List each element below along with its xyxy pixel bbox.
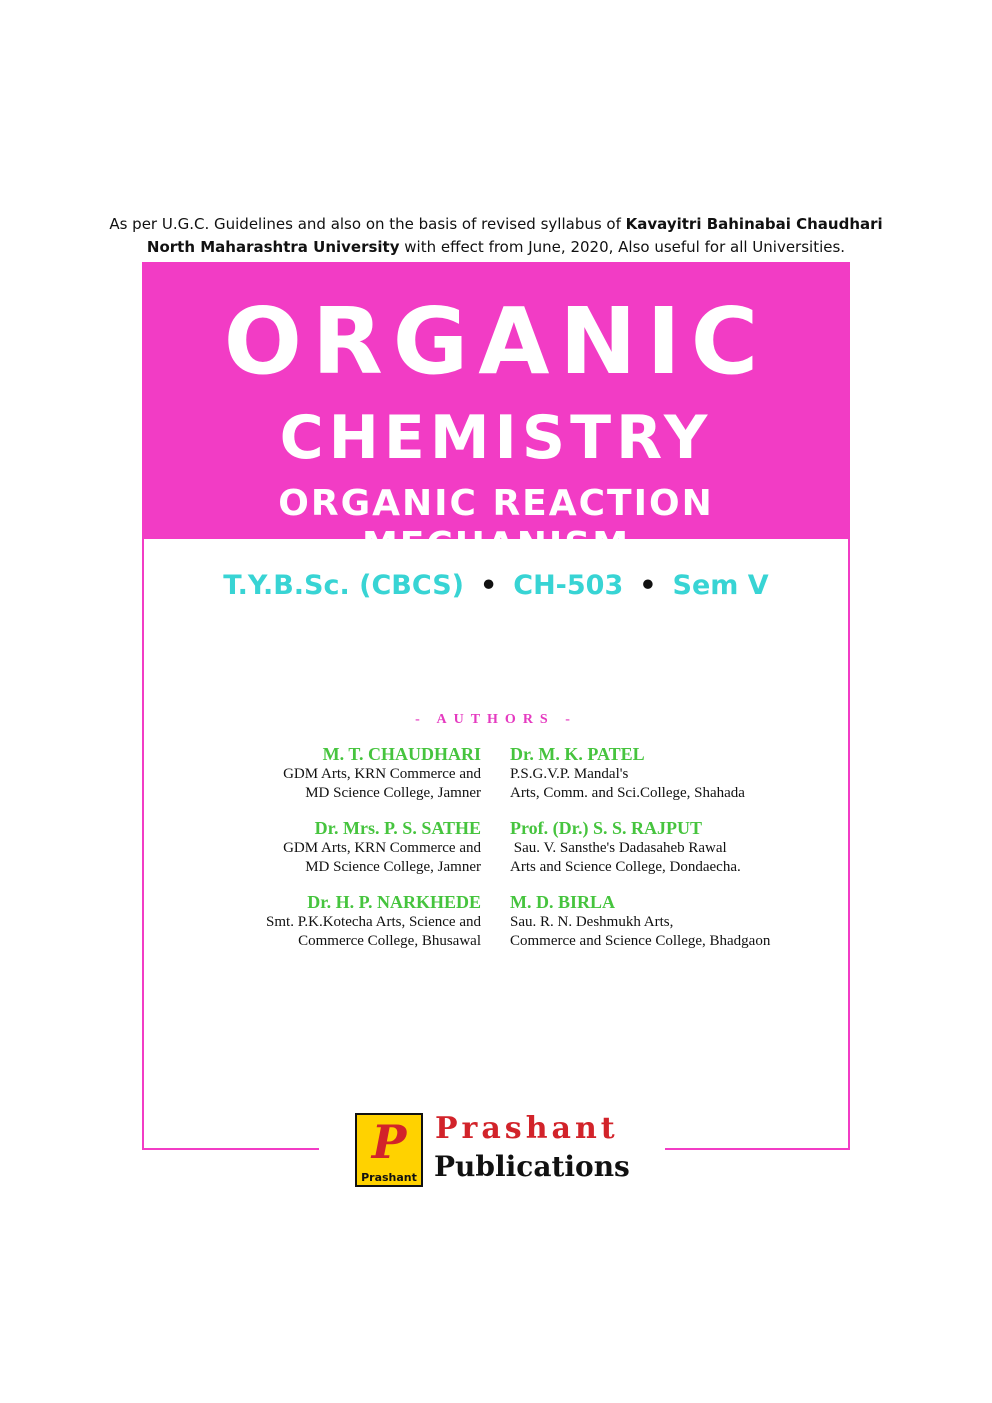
author-affiliation: Sau. V. Sansthe's Dadasaheb Rawal xyxy=(510,840,727,856)
syllabus-note-line-1: As per U.G.C. Guidelines and also on the basis of revised syllabus of Kavayitri Bahinabai Chaudhari xyxy=(109,215,883,233)
title-banner xyxy=(142,262,850,566)
author-block xyxy=(510,891,770,951)
publisher-name: Prashant xyxy=(435,1111,619,1146)
frame-left-border xyxy=(142,539,144,1150)
author-affiliation: MD Science College, Jamner xyxy=(305,859,481,875)
course-info xyxy=(142,566,850,606)
author-affiliation: Commerce College, Bhusawal xyxy=(298,933,481,949)
course-class: T.Y.B.Sc. (CBCS) xyxy=(223,570,464,601)
author-affiliation: GDM Arts, KRN Commerce and xyxy=(283,766,481,782)
bullet-separator: • xyxy=(639,570,657,601)
author-affiliation: Commerce and Science College, Bhadgaon xyxy=(510,933,771,949)
syllabus-note-line-2: North Maharashtra University with effect from June, 2020, Also useful for all Universities. xyxy=(146,238,846,256)
author-affiliation: Smt. P.K.Kotecha Arts, Science and xyxy=(266,914,481,930)
syllabus-note xyxy=(0,213,992,259)
author-name: M. T. CHAUDHARI xyxy=(322,744,481,764)
author-affiliation: Sau. R. N. Deshmukh Arts, xyxy=(510,914,674,930)
publisher-name-suffix: Publications xyxy=(434,1150,630,1183)
book-subject: ORGANIC REACTION MECHANISM xyxy=(278,483,714,566)
publisher-logo-text: Prashant xyxy=(361,1171,417,1184)
author-affiliation: P.S.G.V.P. Mandal's xyxy=(510,766,629,782)
book-subtitle: CHEMISTRY xyxy=(279,403,713,473)
author-block xyxy=(283,743,481,803)
author-block xyxy=(266,891,481,951)
author-block xyxy=(510,743,745,803)
frame-bottom-right-border xyxy=(665,1148,850,1150)
frame-right-border xyxy=(848,539,850,1150)
author-name: Dr. H. P. NARKHEDE xyxy=(307,892,481,912)
author-block xyxy=(283,817,481,877)
publisher-logo xyxy=(355,1113,423,1187)
author-name: M. D. BIRLA xyxy=(510,892,616,912)
frame-bottom-left-border xyxy=(142,1148,319,1150)
author-affiliation: Arts, Comm. and Sci.College, Shahada xyxy=(510,785,745,801)
author-affiliation: MD Science College, Jamner xyxy=(305,785,481,801)
author-name: Dr. M. K. PATEL xyxy=(510,744,645,764)
course-semester: Sem V xyxy=(672,570,769,601)
author-name: Dr. Mrs. P. S. SATHE xyxy=(314,818,481,838)
author-block xyxy=(510,817,741,877)
bullet-separator: • xyxy=(480,570,498,601)
course-code: CH-503 xyxy=(513,570,624,601)
publisher-logo-letter: P xyxy=(371,1115,407,1169)
book-title: ORGANIC xyxy=(223,288,769,395)
authors-heading: - AUTHORS - xyxy=(415,712,577,727)
author-affiliation: GDM Arts, KRN Commerce and xyxy=(283,840,481,856)
author-affiliation: Arts and Science College, Dondaecha. xyxy=(510,859,741,875)
author-name: Prof. (Dr.) S. S. RAJPUT xyxy=(510,818,702,838)
